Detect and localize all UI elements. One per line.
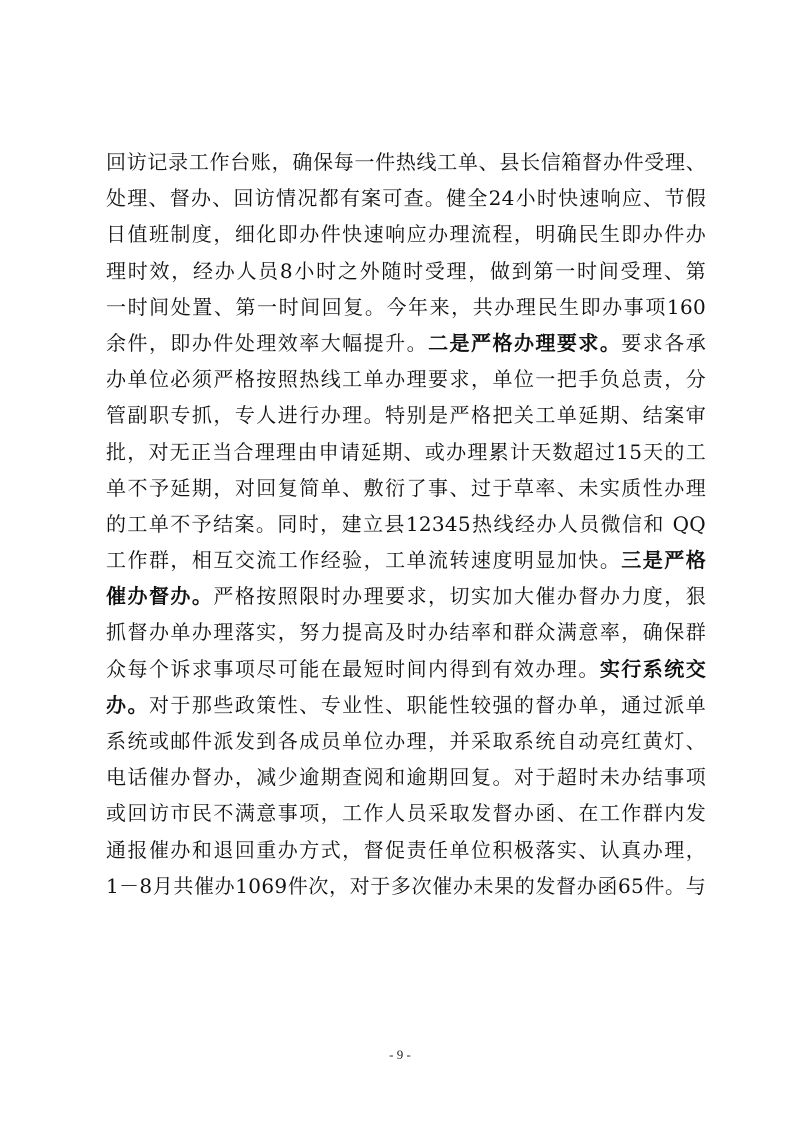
text-line (106, 470, 706, 506)
body-paragraph (106, 144, 706, 904)
bold-heading-run: 催办督办。 (106, 584, 214, 609)
page-number: - 9 - (389, 1047, 411, 1062)
text-line (106, 434, 706, 470)
text-run: 单不予延期，对回复简单、敷衍了事、过于草率、未实质性办理 (106, 475, 706, 500)
text-run: 通报催办和退回重办方式，督促责任单位积极落实、认真办理， (106, 837, 706, 862)
text-run: 抓督办单办理落实，努力提高及时办结率和群众满意率，确保群 (106, 620, 706, 645)
text-line (106, 578, 706, 614)
text-line (106, 361, 706, 397)
text-run: 系统或邮件派发到各成员单位办理，并采取系统自动亮红黄灯、 (106, 729, 706, 753)
text-line (106, 687, 706, 723)
text-line (106, 651, 706, 687)
text-run: 对于那些政策性、专业性、职能性较强的督办单，通过派单 (148, 692, 706, 717)
text-line (106, 723, 706, 759)
text-run: 理时效，经办人员8小时之外随时受理，做到第一时间受理、第 (106, 258, 706, 283)
text-run: 众每个诉求事项尽可能在最短时间内得到有效办理。 (106, 656, 600, 681)
text-run: 处理、督办、回访情况都有案可查。健全24小时快速响应、节假 (106, 186, 706, 211)
bold-heading-run: 三是严格 (621, 548, 706, 573)
text-run: 要求各承 (621, 330, 706, 355)
text-line (106, 868, 706, 904)
text-run: 或回访市民不满意事项，工作人员采取发督办函、在工作群内发 (106, 801, 706, 826)
text-line (106, 216, 706, 252)
text-line (106, 289, 706, 325)
text-line (106, 144, 706, 180)
text-run: 严格按照限时办理要求，切实加大催办督办力度，狠 (213, 584, 706, 609)
text-line (106, 253, 706, 289)
text-line (106, 759, 706, 795)
text-line (106, 325, 706, 361)
text-line (106, 180, 706, 216)
text-line (106, 795, 706, 831)
bold-heading-run: 二是严格办理要求。 (428, 330, 622, 355)
text-run: 批，对无正当合理理由申请延期、或办理累计天数超过15天的工 (106, 439, 706, 464)
text-run: 工作群，相互交流工作经验，工单流转速度明显加快。 (106, 548, 622, 573)
text-run: 余件，即办件处理效率大幅提升。 (106, 330, 429, 355)
text-line (106, 542, 706, 578)
text-run: 办单位必须严格按照热线工单办理要求，单位一把手负总责，分 (106, 367, 706, 392)
text-run: 的工单不予结案。同时，建立县12345热线经办人员微信和 QQ (106, 511, 706, 536)
bold-heading-run: 实行系统交 (599, 656, 706, 681)
text-run: 管副职专抓，专人进行办理。特别是严格把关工单延期、结案审 (106, 403, 706, 428)
text-line (106, 397, 706, 433)
text-run: 1－8月共催办1069件次，对于多次催办未果的发督办函65件。与 (106, 873, 706, 898)
text-run: 日值班制度，细化即办件快速响应办理流程，明确民生即办件办 (106, 222, 706, 247)
text-run: 一时间处置、第一时间回复。今年来，共办理民生即办事项160 (106, 294, 706, 319)
text-line (106, 506, 706, 542)
bold-heading-run: 办。 (106, 692, 149, 717)
text-line (106, 832, 706, 868)
text-line (106, 614, 706, 650)
text-run: 回访记录工作台账，确保每一件热线工单、县长信箱督办件受理、 (106, 150, 706, 174)
text-run: 电话催办督办，减少逾期查阅和逾期回复。对于超时未办结事项 (106, 765, 706, 790)
